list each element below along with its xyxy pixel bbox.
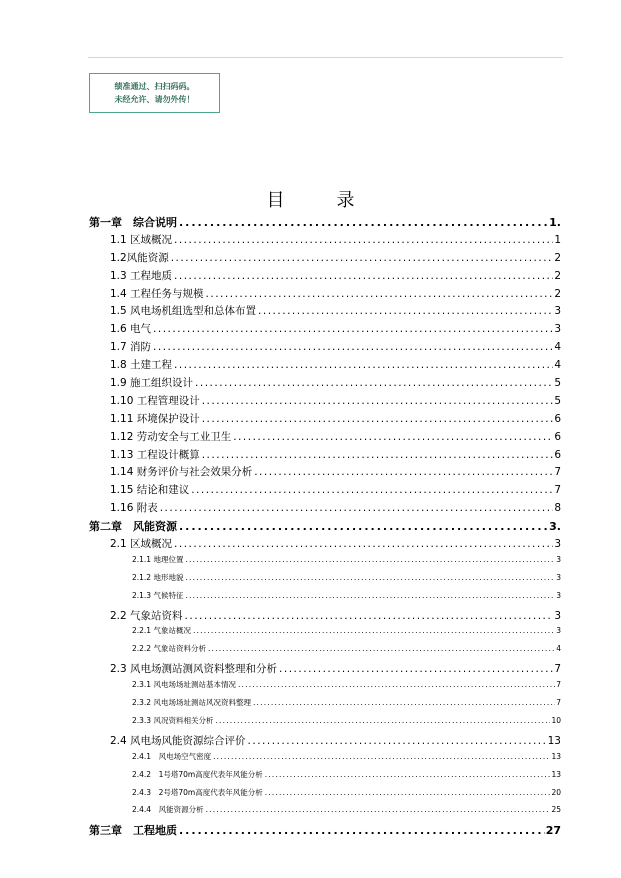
toc-entry-page: 3 [556,590,561,600]
toc-entry-page: 8 [554,502,561,515]
toc-entry-label: 1.7 消防 [110,341,152,354]
toc-entry-page: 13 [547,734,561,747]
toc-entry-page: 13 [551,751,561,761]
toc-entry-label: 1.10 工程管理设计 [110,394,200,407]
toc-entry-page: 6 [554,412,561,425]
toc-entry-page: 1 [554,233,561,246]
toc-leader-dots [153,323,553,335]
toc-leader-dots [213,752,550,761]
toc-leader-dots [179,824,545,837]
toc-entry[interactable] [89,715,569,733]
toc-entry[interactable] [89,804,569,822]
toc-entry[interactable] [89,643,569,661]
toc-entry[interactable] [89,625,569,643]
toc-entry-page: 13 [551,769,561,779]
toc-leader-dots [171,252,554,264]
toc-entry-label: 1.12 劳动安全与工业卫生 [110,430,232,443]
toc-entry-page: 4 [554,341,561,354]
toc-entry-label: 1.8 土建工程 [110,359,173,372]
toc-entry[interactable] [89,393,569,411]
toc-entry[interactable] [89,608,569,626]
toc-entry-page: 4 [554,359,561,372]
toc-leader-dots [238,680,555,689]
toc-entry-page: 7 [554,663,561,676]
toc-entry-page: 3 [554,609,561,622]
toc-entry-label: 1.5 风电场机组选型和总体布置 [110,305,257,318]
toc-entry-label: 2.3 风电场测站测风资料整理和分析 [110,663,278,676]
toc-leader-dots [202,413,554,425]
toc-leader-dots [248,735,547,747]
toc-leader-dots [254,466,553,478]
toc-entry-label: 2.1.3 气候特征 [132,590,184,600]
toc-entry-label: 2.3.3 风况资料相关分析 [132,715,214,725]
toc-entry[interactable] [89,232,569,250]
toc-leader-dots [185,555,555,564]
toc-entry-page: 3 [554,323,561,336]
toc-entry-page: 3 [556,554,561,564]
toc-entry-label: 2.2.2 气象站资料分析 [132,644,206,654]
toc-entry-label: 2.4.3 2号塔70m高度代表年风能分析 [132,787,263,797]
toc-entry-label: 2.4.1 风电场空气密度 [132,751,212,761]
toc-entry[interactable] [89,590,569,608]
toc-entry-label: 1.6 电气 [110,323,152,336]
toc-title-left: 目 [266,190,285,211]
toc-leader-dots [258,305,553,317]
toc-entry-page: 4 [556,644,561,654]
toc-entry-page: 7 [554,484,561,497]
toc-entry-label: 2.2 气象站资料 [110,609,183,622]
toc-leader-dots [233,431,553,443]
toc-entry-label: 2.1.2 地形地貌 [132,572,184,582]
toc-entry-label: 2.3.1 风电场场址测站基本情况 [132,680,236,690]
toc-entry-page: 7 [554,466,561,479]
toc-entry-label: 2.4 风电场风能资源综合评价 [110,734,246,747]
toc-entry-label: 第二章 风能资源 [89,520,177,534]
toc-entry[interactable] [89,286,569,304]
toc-entry-label: 1.3 工程地质 [110,269,173,282]
toc-entry[interactable] [89,697,569,715]
toc-leader-dots [185,591,555,600]
toc-entry[interactable] [89,214,569,232]
toc-entry-label: 2.1 区域概况 [110,538,173,551]
toc-leader-dots [160,502,554,514]
toc-entry[interactable] [89,339,569,357]
toc-leader-dots [265,770,551,779]
toc-entry[interactable] [89,536,569,554]
toc-entry-page: 6 [554,430,561,443]
watermark-stamp [89,73,220,113]
toc-entry-label: 第一章 综合说明 [89,216,177,229]
toc-entry[interactable] [89,375,569,393]
toc-entry-page: 7 [556,680,561,690]
toc-entry-page: 1. [549,216,561,229]
toc-entry-label: 2.3.2 风电场场址测站风况资料整理 [132,698,251,708]
toc-entry[interactable] [89,518,569,536]
toc-entry-label: 第三章 工程地质 [89,824,177,838]
toc-entry[interactable] [89,822,569,840]
toc-leader-dots [202,395,554,407]
toc-leader-dots [215,716,550,725]
toc-entry[interactable] [89,661,569,679]
toc-entry[interactable] [89,429,569,447]
toc-entry-label: 2.1.1 地理位置 [132,554,184,564]
toc-entry[interactable] [89,303,569,321]
toc-entry[interactable] [89,733,569,751]
toc-entry-page: 3. [549,520,561,534]
toc-entry-page: 10 [551,715,561,725]
toc-leader-dots [208,644,555,653]
toc-entry[interactable] [89,268,569,286]
toc-entry[interactable] [89,447,569,465]
toc-entry-page: 5 [554,394,561,407]
header-rule [88,57,563,58]
toc-title-right: 录 [336,190,355,211]
toc-leader-dots [195,377,553,389]
table-of-contents [89,214,569,840]
toc-entry[interactable] [89,250,569,268]
toc-leader-dots [174,234,553,246]
toc-leader-dots [206,288,554,300]
toc-entry-label: 2.4.2 1号塔70m高度代表年风能分析 [132,769,263,779]
toc-leader-dots [191,484,553,496]
toc-leader-dots [206,805,551,814]
toc-entry-label: 1.13 工程设计概算 [110,448,200,461]
toc-leader-dots [193,626,555,635]
toc-leader-dots [185,573,555,582]
toc-entry[interactable] [89,321,569,339]
toc-entry[interactable] [89,482,569,500]
toc-entry[interactable] [89,411,569,429]
toc-entry[interactable] [89,787,569,805]
toc-entry-label: 1.4 工程任务与规模 [110,287,204,300]
toc-entry[interactable] [89,769,569,787]
toc-entry[interactable] [89,679,569,697]
toc-leader-dots [185,610,554,622]
toc-entry-page: 2 [554,251,561,264]
toc-entry-label: 1.14 财务评价与社会效果分析 [110,466,253,479]
stamp-line-2: 未经允许、请勿外传！ [114,95,195,104]
toc-leader-dots [253,698,555,707]
toc-entry[interactable] [89,554,569,572]
toc-entry-page: 3 [556,626,561,636]
toc-entry[interactable] [89,500,569,518]
toc-entry-label: 1.15 结论和建议 [110,484,190,497]
toc-title [0,186,621,212]
toc-entry-label: 1.9 施工组织设计 [110,377,194,390]
toc-entry-page: 27 [545,824,561,838]
toc-entry-page: 2 [554,287,561,300]
toc-entry[interactable] [89,464,569,482]
toc-leader-dots [202,449,554,461]
toc-entry-page: 2 [554,269,561,282]
toc-entry[interactable] [89,572,569,590]
toc-entry-label: 1.16 附表 [110,502,158,515]
toc-entry[interactable] [89,751,569,769]
toc-leader-dots [279,663,553,675]
toc-entry-label: 1.2风能资源 [110,251,169,264]
toc-entry-label: 1.1 区域概况 [110,233,173,246]
toc-entry-label: 2.4.4 风能资源分析 [132,805,204,815]
toc-entry-page: 6 [554,448,561,461]
stamp-line-1: 绩准通过、扫扫码码。 [114,82,195,91]
toc-entry-page: 3 [554,538,561,551]
toc-entry-page: 7 [556,698,561,708]
toc-leader-dots [265,788,551,797]
toc-entry-page: 25 [551,805,561,815]
toc-leader-dots [174,270,553,282]
toc-leader-dots [153,341,553,353]
toc-entry-page: 5 [554,377,561,390]
toc-entry-page: 3 [556,572,561,582]
toc-leader-dots [174,359,553,371]
toc-entry[interactable] [89,357,569,375]
toc-leader-dots [174,538,553,550]
toc-entry-page: 20 [551,787,561,797]
toc-entry-label: 1.11 环境保护设计 [110,412,200,425]
toc-entry-label: 2.2.1 气象站概况 [132,626,191,636]
toc-leader-dots [179,520,548,533]
toc-leader-dots [179,216,548,229]
toc-entry-page: 3 [554,305,561,318]
